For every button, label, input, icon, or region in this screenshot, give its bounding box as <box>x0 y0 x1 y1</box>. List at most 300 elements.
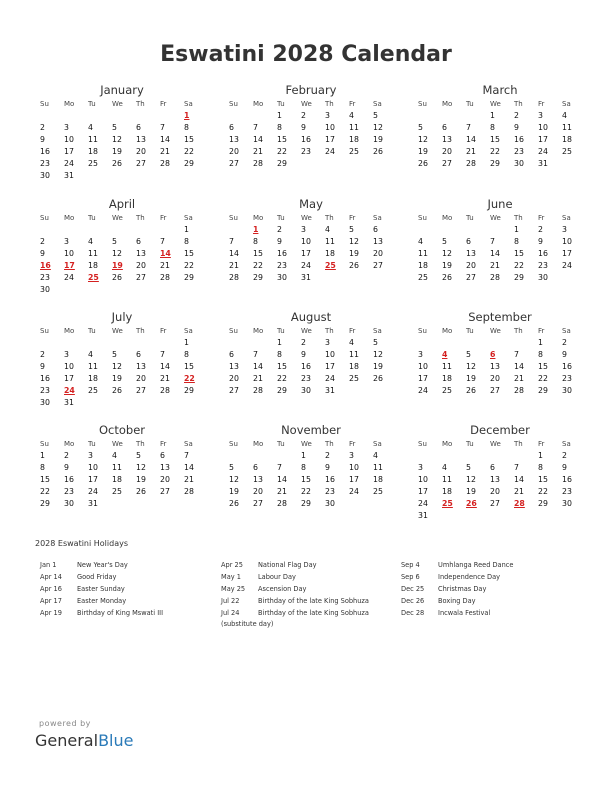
day-cell: 14 <box>277 475 287 484</box>
day-cell: 5 <box>229 463 234 472</box>
weekday-label: Fr <box>160 327 167 335</box>
day-cell: 30 <box>325 499 335 508</box>
weekday-label: Mo <box>64 440 75 448</box>
day-cell: 7 <box>184 451 189 460</box>
day-cell: 3 <box>64 123 69 132</box>
weekday-label: Su <box>229 100 238 108</box>
month-name: January <box>100 83 144 97</box>
weekday-label: We <box>112 214 123 222</box>
day-cell: 3 <box>64 350 69 359</box>
day-cell: 19 <box>373 362 383 371</box>
day-cell <box>251 450 275 462</box>
holiday-name: Good Friday <box>77 573 117 581</box>
day-cell: 16 <box>40 374 50 383</box>
day-cell <box>416 337 440 349</box>
week-row <box>227 498 395 510</box>
day-cell: 3 <box>418 463 423 472</box>
day-cell: 17 <box>325 135 335 144</box>
day-cell: 11 <box>325 237 335 246</box>
day-cell: 23 <box>40 273 50 282</box>
day-cell: 9 <box>538 237 543 246</box>
holiday-item <box>221 583 401 595</box>
day-cell <box>110 337 134 349</box>
day-cell: 27 <box>442 159 452 168</box>
weekday-header <box>416 98 584 110</box>
day-cell <box>347 385 371 397</box>
day-cell: 11 <box>442 362 452 371</box>
weekday-label: Sa <box>184 440 193 448</box>
day-cell <box>440 337 464 349</box>
day-cell: 31 <box>418 511 428 520</box>
day-cell: 17 <box>301 249 311 258</box>
day-cell: 4 <box>88 123 93 132</box>
weekday-label: Mo <box>64 100 75 108</box>
day-cell: 17 <box>325 362 335 371</box>
day-cell <box>158 110 182 122</box>
day-cell: 2 <box>301 338 306 347</box>
day-cell: 21 <box>184 475 194 484</box>
day-cell: 20 <box>136 261 146 270</box>
day-cell: 29 <box>277 159 287 168</box>
weekday-label: Sa <box>373 440 382 448</box>
weekday-label: Su <box>40 214 49 222</box>
day-cell: 8 <box>40 463 45 472</box>
weekday-label: We <box>490 214 501 222</box>
day-cell: 17 <box>88 475 98 484</box>
holiday-day-cell: 16 <box>40 261 51 270</box>
day-cell: 6 <box>229 350 234 359</box>
day-cell: 15 <box>277 362 287 371</box>
day-cell: 6 <box>253 463 258 472</box>
week-row <box>227 158 395 170</box>
day-cell: 6 <box>136 350 141 359</box>
weekday-label: Fr <box>349 100 356 108</box>
day-cell: 22 <box>514 261 524 270</box>
day-cell: 24 <box>538 147 548 156</box>
weekday-label: Tu <box>466 100 474 108</box>
weekday-header <box>38 212 206 224</box>
day-cell: 7 <box>466 123 471 132</box>
day-cell: 10 <box>301 237 311 246</box>
day-cell: 9 <box>325 463 330 472</box>
day-cell: 2 <box>40 350 45 359</box>
day-cell: 18 <box>418 261 428 270</box>
day-cell: 9 <box>40 249 45 258</box>
day-cell: 30 <box>538 273 548 282</box>
holiday-day-cell: 6 <box>490 350 496 359</box>
month-november <box>227 422 395 510</box>
day-cell: 24 <box>88 487 98 496</box>
day-cell: 8 <box>184 350 189 359</box>
weekday-label: We <box>112 327 123 335</box>
brand-blue: Blue <box>98 731 134 750</box>
weekday-label: Tu <box>88 327 96 335</box>
weekday-header <box>227 325 395 337</box>
day-cell: 10 <box>418 362 428 371</box>
day-cell <box>182 284 206 296</box>
day-cell: 19 <box>112 374 122 383</box>
day-cell: 21 <box>490 261 500 270</box>
day-cell: 25 <box>562 147 572 156</box>
week-row <box>416 122 584 134</box>
weekday-label: Tu <box>88 100 96 108</box>
week-row <box>38 397 206 409</box>
holiday-day-cell: 24 <box>64 386 75 395</box>
weekday-header <box>416 438 584 450</box>
day-cell: 28 <box>160 386 170 395</box>
holiday-item <box>40 583 220 595</box>
day-cell: 26 <box>112 386 122 395</box>
day-cell: 20 <box>136 147 146 156</box>
week-row <box>227 385 395 397</box>
holiday-day-cell: 4 <box>442 350 448 359</box>
day-cell: 24 <box>325 147 335 156</box>
day-cell <box>62 224 86 236</box>
day-cell: 16 <box>538 249 548 258</box>
day-cell: 13 <box>466 249 476 258</box>
day-cell: 12 <box>442 249 452 258</box>
day-cell: 29 <box>538 386 548 395</box>
holiday-item <box>221 595 401 607</box>
week-row <box>38 248 206 260</box>
day-cell: 18 <box>112 475 122 484</box>
day-cell <box>560 510 584 522</box>
holiday-date: Sep 4 <box>401 561 420 569</box>
week-row <box>38 385 206 397</box>
day-cell <box>488 450 512 462</box>
day-cell: 25 <box>349 147 359 156</box>
day-cell: 16 <box>562 475 572 484</box>
day-cell: 7 <box>160 350 165 359</box>
day-cell <box>134 224 158 236</box>
day-cell: 6 <box>136 123 141 132</box>
holiday-date: Jul 24 <box>221 609 240 617</box>
day-cell: 9 <box>277 237 282 246</box>
week-row <box>38 486 206 498</box>
weekday-label: Sa <box>562 214 571 222</box>
day-cell: 30 <box>40 285 50 294</box>
day-cell <box>371 385 395 397</box>
weekday-label: Tu <box>466 214 474 222</box>
day-cell: 4 <box>112 451 117 460</box>
day-cell: 21 <box>253 374 263 383</box>
week-row <box>38 361 206 373</box>
day-cell: 3 <box>538 111 543 120</box>
day-cell: 20 <box>136 374 146 383</box>
day-cell: 24 <box>418 386 428 395</box>
weekday-label: Sa <box>562 327 571 335</box>
day-cell: 8 <box>253 237 258 246</box>
day-cell <box>536 510 560 522</box>
week-row <box>416 349 584 361</box>
day-cell: 14 <box>466 135 476 144</box>
weekday-label: Fr <box>538 327 545 335</box>
holiday-day-cell: 14 <box>160 249 171 258</box>
weekday-label: Su <box>418 214 427 222</box>
day-cell <box>464 450 488 462</box>
day-cell: 23 <box>64 487 74 496</box>
day-cell: 30 <box>301 386 311 395</box>
weekday-label: Tu <box>88 440 96 448</box>
week-row <box>416 110 584 122</box>
holiday-day-cell: 1 <box>184 111 190 120</box>
weekday-label: Th <box>325 214 334 222</box>
day-cell: 9 <box>40 135 45 144</box>
weekday-label: Mo <box>64 327 75 335</box>
day-cell: 1 <box>277 338 282 347</box>
week-row <box>227 272 395 284</box>
day-cell <box>62 337 86 349</box>
day-cell: 28 <box>514 386 524 395</box>
day-cell: 26 <box>373 147 383 156</box>
day-cell: 2 <box>538 225 543 234</box>
weekday-label: Tu <box>88 214 96 222</box>
week-row <box>38 224 206 236</box>
weekday-label: Fr <box>160 214 167 222</box>
day-cell <box>251 110 275 122</box>
day-cell: 11 <box>418 249 428 258</box>
day-cell <box>323 272 347 284</box>
day-cell: 4 <box>349 338 354 347</box>
holiday-day-cell: 1 <box>253 225 259 234</box>
weekday-label: Su <box>40 100 49 108</box>
holiday-date: Jan 1 <box>40 561 57 569</box>
weekday-label: We <box>112 440 123 448</box>
week-row <box>416 158 584 170</box>
day-cell: 7 <box>277 463 282 472</box>
day-cell: 20 <box>490 487 500 496</box>
day-cell <box>182 170 206 182</box>
day-cell: 19 <box>112 147 122 156</box>
day-cell: 24 <box>349 487 359 496</box>
holiday-item <box>401 559 581 571</box>
month-name: October <box>98 423 146 437</box>
week-row <box>38 450 206 462</box>
day-cell <box>110 110 134 122</box>
day-cell: 13 <box>136 135 146 144</box>
day-cell: 26 <box>466 386 476 395</box>
holiday-item <box>401 595 581 607</box>
day-cell: 6 <box>160 451 165 460</box>
day-cell <box>440 224 464 236</box>
day-cell: 20 <box>229 374 239 383</box>
day-cell: 27 <box>253 499 263 508</box>
day-cell: 27 <box>160 487 170 496</box>
weekday-label: Th <box>136 100 145 108</box>
brand-logo[interactable] <box>35 731 133 750</box>
day-cell: 14 <box>514 475 524 484</box>
week-row <box>416 361 584 373</box>
day-cell: 28 <box>160 273 170 282</box>
day-cell: 27 <box>136 159 146 168</box>
day-cell: 11 <box>562 123 572 132</box>
day-cell <box>86 110 110 122</box>
weekday-header <box>416 212 584 224</box>
day-cell: 4 <box>349 111 354 120</box>
holiday-name: Easter Monday <box>77 597 127 605</box>
holiday-name: Boxing Day <box>438 597 476 605</box>
day-cell: 19 <box>418 147 428 156</box>
day-cell: 15 <box>514 249 524 258</box>
day-cell: 15 <box>538 362 548 371</box>
day-cell: 21 <box>160 374 170 383</box>
holiday-item <box>401 571 581 583</box>
day-cell: 29 <box>40 499 50 508</box>
day-cell: 27 <box>229 159 239 168</box>
day-cell: 11 <box>349 123 359 132</box>
weekday-label: Th <box>514 327 523 335</box>
day-cell: 13 <box>229 135 239 144</box>
day-cell <box>86 284 110 296</box>
day-cell: 10 <box>325 123 335 132</box>
week-row <box>227 134 395 146</box>
holiday-date: Apr 19 <box>40 609 62 617</box>
day-cell <box>38 224 62 236</box>
day-cell: 11 <box>112 463 122 472</box>
day-cell: 29 <box>301 499 311 508</box>
month-name: December <box>470 423 530 437</box>
day-cell: 6 <box>442 123 447 132</box>
weekday-label: Tu <box>277 327 285 335</box>
day-cell: 3 <box>325 111 330 120</box>
day-cell: 21 <box>514 374 524 383</box>
weekday-label: Mo <box>253 440 264 448</box>
month-march <box>416 82 584 170</box>
day-cell: 19 <box>442 261 452 270</box>
day-cell: 18 <box>442 487 452 496</box>
day-cell: 14 <box>160 135 170 144</box>
day-cell: 11 <box>442 475 452 484</box>
week-row <box>227 450 395 462</box>
day-cell <box>440 110 464 122</box>
day-cell <box>38 110 62 122</box>
day-cell: 28 <box>160 159 170 168</box>
day-cell: 1 <box>301 451 306 460</box>
day-cell <box>512 337 536 349</box>
weekday-label: Su <box>418 440 427 448</box>
day-cell: 22 <box>184 147 194 156</box>
day-cell: 5 <box>442 237 447 246</box>
day-cell <box>560 272 584 284</box>
day-cell: 10 <box>418 475 428 484</box>
weekday-label: Th <box>136 440 145 448</box>
day-cell: 18 <box>562 135 572 144</box>
day-cell: 12 <box>373 350 383 359</box>
holiday-day-cell: 26 <box>466 499 477 508</box>
day-cell: 1 <box>514 225 519 234</box>
month-june <box>416 196 584 284</box>
week-row <box>227 486 395 498</box>
day-cell: 26 <box>136 487 146 496</box>
day-cell <box>182 397 206 409</box>
weekday-label: Th <box>514 214 523 222</box>
day-cell: 12 <box>112 249 122 258</box>
day-cell: 23 <box>301 374 311 383</box>
weekday-label: We <box>301 440 312 448</box>
weekday-label: Sa <box>184 327 193 335</box>
weekday-label: Tu <box>277 100 285 108</box>
day-cell: 31 <box>88 499 98 508</box>
day-cell: 23 <box>562 487 572 496</box>
day-cell: 5 <box>136 451 141 460</box>
day-cell <box>158 397 182 409</box>
week-row <box>38 462 206 474</box>
day-cell: 21 <box>160 147 170 156</box>
day-cell <box>323 158 347 170</box>
day-cell: 13 <box>160 463 170 472</box>
week-row <box>416 224 584 236</box>
day-cell <box>488 510 512 522</box>
day-cell: 12 <box>229 475 239 484</box>
day-cell <box>86 397 110 409</box>
day-cell: 15 <box>40 475 50 484</box>
day-cell: 17 <box>562 249 572 258</box>
day-cell: 13 <box>490 475 500 484</box>
day-cell: 22 <box>40 487 50 496</box>
week-row <box>38 158 206 170</box>
weekday-label: Mo <box>442 440 453 448</box>
day-cell: 17 <box>349 475 359 484</box>
day-cell: 10 <box>538 123 548 132</box>
month-name: April <box>108 197 136 211</box>
day-cell <box>416 110 440 122</box>
week-row <box>416 385 584 397</box>
day-cell: 23 <box>277 261 287 270</box>
day-cell: 12 <box>466 362 476 371</box>
week-row <box>38 146 206 158</box>
day-cell: 14 <box>253 362 263 371</box>
day-cell <box>347 272 371 284</box>
day-cell <box>227 224 251 236</box>
weekday-label: We <box>490 440 501 448</box>
week-row <box>38 110 206 122</box>
day-cell: 3 <box>88 451 93 460</box>
month-name: February <box>285 83 337 97</box>
day-cell: 19 <box>466 374 476 383</box>
day-cell: 21 <box>160 261 170 270</box>
day-cell: 21 <box>466 147 476 156</box>
day-cell <box>347 158 371 170</box>
holiday-item <box>221 607 401 619</box>
day-cell: 7 <box>490 237 495 246</box>
day-cell: 15 <box>538 475 548 484</box>
holidays-title: 2028 Eswatini Holidays <box>35 539 129 548</box>
day-cell <box>38 337 62 349</box>
day-cell: 1 <box>40 451 45 460</box>
day-cell <box>416 450 440 462</box>
day-cell: 25 <box>418 273 428 282</box>
day-cell: 25 <box>88 386 98 395</box>
day-cell: 18 <box>88 261 98 270</box>
day-cell: 15 <box>184 249 194 258</box>
holiday-name: Umhlanga Reed Dance <box>438 561 514 569</box>
week-row <box>38 373 206 385</box>
month-december <box>416 422 584 522</box>
day-cell: 7 <box>514 350 519 359</box>
week-row <box>227 361 395 373</box>
day-cell: 10 <box>64 135 74 144</box>
day-cell: 26 <box>349 261 359 270</box>
day-cell: 13 <box>136 362 146 371</box>
day-cell: 17 <box>64 374 74 383</box>
day-cell <box>110 397 134 409</box>
day-cell: 22 <box>538 487 548 496</box>
day-cell: 8 <box>538 463 543 472</box>
day-cell: 2 <box>562 451 567 460</box>
day-cell: 12 <box>112 135 122 144</box>
day-cell: 2 <box>40 237 45 246</box>
day-cell: 5 <box>418 123 423 132</box>
